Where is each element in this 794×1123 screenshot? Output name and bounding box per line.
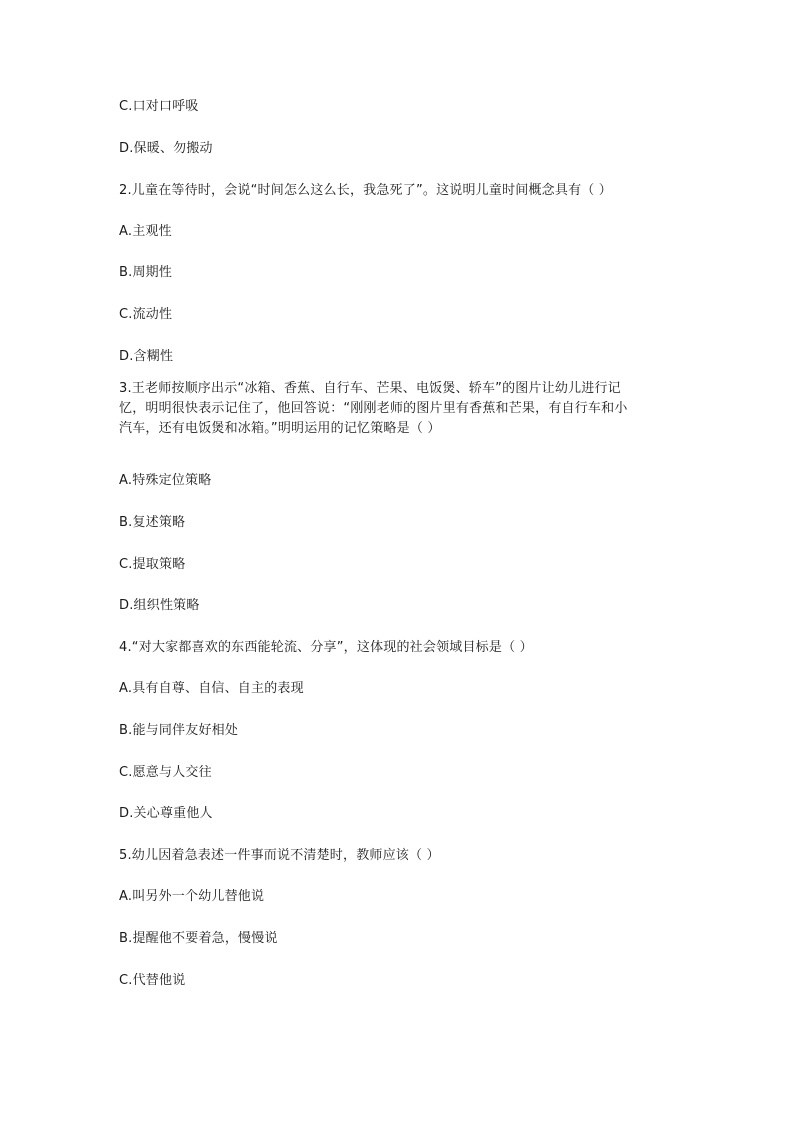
- question-3-line-1: 3.王老师按顺序出示“冰箱、香蕉、自行车、芒果、电饭煲、轿车”的图片让幼儿进行记: [119, 381, 621, 396]
- question-4: 4.“对大家都喜欢的东西能轮流、分享”，这体现的社会领域目标是（ ）: [119, 640, 533, 655]
- option-b-q2: B.周期性: [119, 265, 173, 280]
- option-b-q5: B.提醒他不要着急，慢慢说: [119, 931, 278, 946]
- option-d-q4: D.关心尊重他人: [119, 806, 213, 821]
- option-d-q3: D.组织性策略: [119, 598, 200, 613]
- option-c-q4: C.愿意与人交往: [119, 765, 212, 780]
- option-a-q5: A.叫另外一个幼儿替他说: [119, 889, 265, 904]
- question-2: 2.儿童在等待时，会说“时间怎么这么长，我急死了”。这说明儿童时间概念具有（ ）: [119, 183, 613, 198]
- option-b-q4: B.能与同伴友好相处: [119, 723, 239, 738]
- option-d-q1: D.保暖、勿搬动: [119, 141, 213, 156]
- question-3: [119, 379, 679, 439]
- question-5: 5.幼儿因着急表述一件事而说不清楚时，教师应该（ ）: [119, 848, 440, 863]
- option-c-q3: C.提取策略: [119, 557, 186, 572]
- question-3-line-2: 忆，明明很快表示记住了，他回答说：“刚刚老师的图片里有香蕉和芒果，有自行车和小: [119, 401, 628, 416]
- option-a-q4: A.具有自尊、自信、自主的表现: [119, 681, 304, 696]
- option-c-q5: C.代替他说: [119, 973, 186, 988]
- option-b-q3: B.复述策略: [119, 515, 186, 530]
- option-d-q2: D.含糊性: [119, 349, 174, 364]
- question-3-line-3: 汽车，还有电饭煲和冰箱。”明明运用的记忆策略是（ ）: [119, 421, 441, 436]
- option-a-q3: A.特殊定位策略: [119, 473, 212, 488]
- option-a-q2: A.主观性: [119, 224, 172, 239]
- option-c-q2: C.流动性: [119, 307, 173, 322]
- option-c-q1: C.口对口呼吸: [119, 99, 199, 114]
